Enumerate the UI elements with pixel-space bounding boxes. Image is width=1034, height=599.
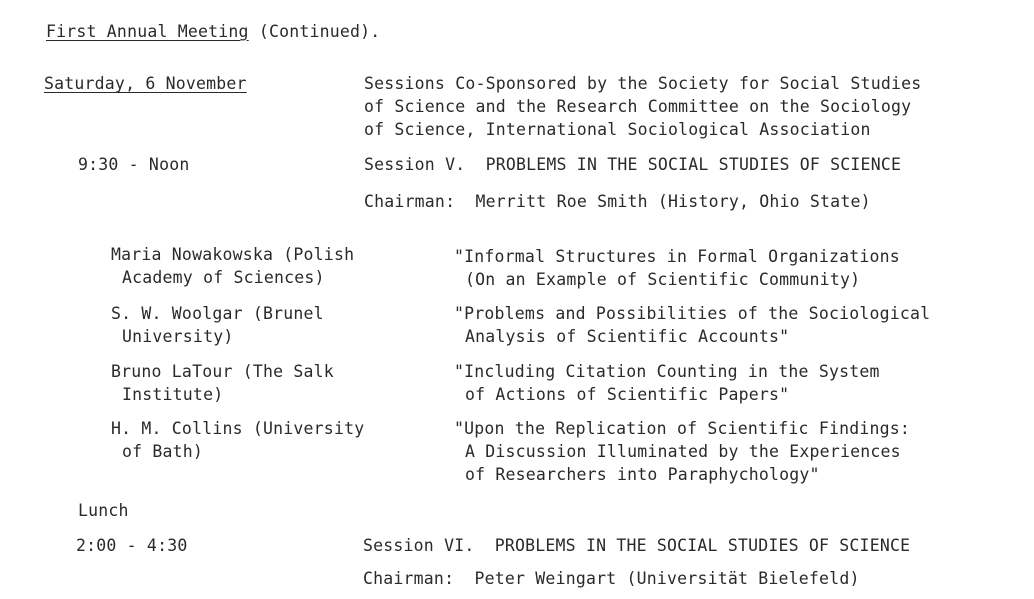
paper-title: "Problems and Possibilities of the Sociological Analysis of Scientific Accounts" bbox=[454, 304, 931, 346]
paper-author: H. M. Collins (University of Bath) bbox=[111, 419, 365, 461]
session-chair bbox=[364, 190, 871, 213]
paper-title: "Including Citation Counting in the System of Actions of Scientific Papers" bbox=[454, 362, 880, 404]
paper-title: "Informal Structures in Formal Organizations (On an Example of Scientific Community) bbox=[454, 247, 900, 289]
page-heading bbox=[46, 20, 380, 43]
session-time: 2:00 - 4:30 bbox=[76, 536, 188, 555]
chair-label: Chairman: bbox=[364, 192, 456, 211]
session-title: Session VI. PROBLEMS IN THE SOCIAL STUDIES OF SCIENCE bbox=[363, 536, 911, 555]
paper-author: S. W. Woolgar (Brunel University) bbox=[111, 304, 324, 346]
sponsor-line: Sessions Co-Sponsored by the Society for Social Studies bbox=[364, 74, 922, 93]
chair-name: Merritt Roe Smith (History, Ohio State) bbox=[475, 192, 871, 211]
lunch-break: Lunch bbox=[78, 501, 129, 520]
session-chair bbox=[363, 567, 860, 590]
chair-label: Chairman: bbox=[363, 569, 455, 588]
session-time: 9:30 - Noon bbox=[78, 155, 190, 174]
sponsor-line: of Science and the Research Committee on the Sociology bbox=[364, 97, 912, 116]
paper-title: "Upon the Replication of Scientific Findings: A Discussion Illuminated by the Experiences of Researchers into Paraphychology" bbox=[454, 419, 911, 484]
paper-author: Bruno LaTour (The Salk Institute) bbox=[111, 362, 334, 404]
sponsor-line: of Science, International Sociological Association bbox=[364, 120, 871, 139]
day-date: Saturday, 6 November bbox=[44, 74, 247, 93]
session-title: Session V. PROBLEMS IN THE SOCIAL STUDIES OF SCIENCE bbox=[364, 155, 902, 174]
meeting-title: First Annual Meeting bbox=[46, 22, 249, 41]
meeting-title-suffix: (Continued). bbox=[258, 22, 381, 41]
chair-name: Peter Weingart (Universität Bielefeld) bbox=[474, 569, 860, 588]
paper-author: Maria Nowakowska (Polish Academy of Sciences) bbox=[111, 245, 355, 287]
